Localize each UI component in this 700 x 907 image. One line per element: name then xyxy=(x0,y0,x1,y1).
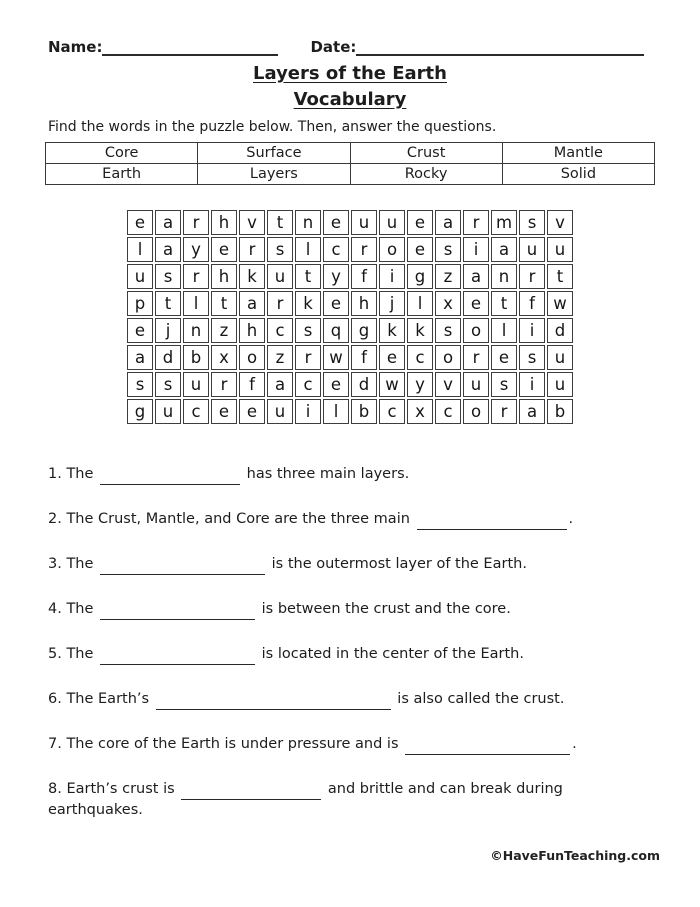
grid-letter-cell: f xyxy=(351,345,377,370)
answer-blank[interactable] xyxy=(100,561,265,575)
grid-letter-cell: c xyxy=(323,237,349,262)
grid-letter-cell: s xyxy=(435,237,461,262)
answer-blank[interactable] xyxy=(405,741,570,755)
grid-letter-cell: s xyxy=(519,210,545,235)
grid-letter-cell: w xyxy=(379,372,405,397)
grid-letter-cell: j xyxy=(155,318,181,343)
grid-letter-cell: c xyxy=(295,372,321,397)
word-bank-word: Surface xyxy=(198,143,350,164)
grid-letter-cell: c xyxy=(267,318,293,343)
grid-letter-cell: d xyxy=(547,318,573,343)
grid-letter-cell-row xyxy=(127,318,573,343)
grid-letter-cell: q xyxy=(323,318,349,343)
grid-letter-cell: f xyxy=(519,291,545,316)
grid-letter-cell: h xyxy=(239,318,265,343)
grid-letter-cell: k xyxy=(379,318,405,343)
grid-letter-cell: c xyxy=(183,399,209,424)
question-text: 6. The Earth’s xyxy=(48,691,154,707)
grid-letter-cell: a xyxy=(463,264,489,289)
grid-letter-cell: e xyxy=(379,345,405,370)
grid-letter-cell: u xyxy=(547,237,573,262)
question-line xyxy=(48,644,660,665)
grid-letter-cell: a xyxy=(155,237,181,262)
grid-letter-cell: s xyxy=(491,372,517,397)
question-text: . xyxy=(572,736,577,752)
grid-letter-cell: u xyxy=(183,372,209,397)
grid-letter-cell: u xyxy=(379,210,405,235)
question-text: 8. Earth’s crust is xyxy=(48,781,180,797)
grid-letter-cell: d xyxy=(155,345,181,370)
grid-letter-cell: a xyxy=(519,399,545,424)
grid-letter-cell: g xyxy=(127,399,153,424)
grid-letter-cell: l xyxy=(323,399,349,424)
grid-letter-cell: o xyxy=(463,318,489,343)
word-bank-word: Core xyxy=(46,143,198,164)
name-input-line[interactable] xyxy=(102,41,278,56)
grid-letter-cell: l xyxy=(407,291,433,316)
question-text: is also called the crust. xyxy=(392,691,565,707)
question-text: 1. The xyxy=(48,466,99,482)
grid-letter-cell-row xyxy=(127,291,573,316)
question-line xyxy=(48,779,660,821)
questions-section xyxy=(48,464,660,821)
grid-letter-cell: r xyxy=(183,210,209,235)
grid-letter-cell: i xyxy=(519,318,545,343)
question-text: and brittle and can break during xyxy=(323,781,563,797)
date-input-line[interactable] xyxy=(356,41,644,56)
page-title: Layers of the Earth xyxy=(253,63,447,84)
grid-letter-cell: g xyxy=(351,318,377,343)
word-bank-word-row xyxy=(46,164,655,185)
grid-letter-cell: u xyxy=(155,399,181,424)
grid-letter-cell: x xyxy=(407,399,433,424)
grid-letter-cell: e xyxy=(127,318,153,343)
grid-letter-cell-row xyxy=(127,237,573,262)
grid-letter-cell: m xyxy=(491,210,517,235)
word-bank-word: Crust xyxy=(350,143,502,164)
grid-letter-cell: z xyxy=(211,318,237,343)
grid-letter-cell: d xyxy=(351,372,377,397)
grid-letter-cell: e xyxy=(407,210,433,235)
grid-letter-cell: e xyxy=(239,399,265,424)
grid-letter-cell: u xyxy=(267,264,293,289)
answer-blank[interactable] xyxy=(100,471,240,485)
question-line xyxy=(48,509,660,530)
grid-letter-cell-row xyxy=(127,372,573,397)
grid-letter-cell: t xyxy=(491,291,517,316)
word-bank-word: Mantle xyxy=(502,143,654,164)
page-subtitle: Vocabulary xyxy=(293,89,407,110)
grid-letter-cell: f xyxy=(239,372,265,397)
grid-letter-cell: u xyxy=(463,372,489,397)
word-bank-word-row xyxy=(46,143,655,164)
grid-letter-cell: n xyxy=(295,210,321,235)
question-text: 2. The Crust, Mantle, and Core are the three main xyxy=(48,511,415,527)
grid-letter-cell: z xyxy=(435,264,461,289)
grid-letter-cell: y xyxy=(407,372,433,397)
grid-letter-cell: r xyxy=(519,264,545,289)
grid-letter-cell: e xyxy=(323,210,349,235)
answer-blank[interactable] xyxy=(156,696,391,710)
grid-letter-cell: b xyxy=(547,399,573,424)
question-text: 3. The xyxy=(48,556,99,572)
grid-letter-cell: l xyxy=(295,237,321,262)
grid-letter-cell: n xyxy=(183,318,209,343)
grid-letter-cell: s xyxy=(295,318,321,343)
grid-letter-cell: y xyxy=(323,264,349,289)
grid-letter-cell: r xyxy=(491,399,517,424)
grid-letter-cell: i xyxy=(379,264,405,289)
grid-letter-cell: r xyxy=(267,291,293,316)
grid-letter-cell: c xyxy=(379,399,405,424)
grid-letter-cell: e xyxy=(211,399,237,424)
grid-letter-cell: a xyxy=(127,345,153,370)
grid-letter-cell: s xyxy=(127,372,153,397)
question-line xyxy=(48,464,660,485)
question-line xyxy=(48,554,660,575)
grid-letter-cell: v xyxy=(435,372,461,397)
question-text: 7. The core of the Earth is under pressure and is xyxy=(48,736,404,752)
question-text: 4. The xyxy=(48,601,99,617)
name-date-row xyxy=(0,0,700,56)
grid-letter-cell: k xyxy=(295,291,321,316)
grid-letter-cell: s xyxy=(155,372,181,397)
grid-letter-cell: u xyxy=(519,237,545,262)
grid-letter-cell: x xyxy=(211,345,237,370)
grid-letter-cell: c xyxy=(407,345,433,370)
answer-blank[interactable] xyxy=(417,516,567,530)
question-text: 5. The xyxy=(48,646,99,662)
word-bank-word: Layers xyxy=(198,164,350,185)
grid-letter-cell: t xyxy=(295,264,321,289)
grid-letter-cell: e xyxy=(407,237,433,262)
grid-letter-cell: h xyxy=(211,210,237,235)
word-bank-table xyxy=(45,142,655,185)
grid-letter-cell: b xyxy=(183,345,209,370)
grid-letter-cell: f xyxy=(351,264,377,289)
grid-letter-cell: r xyxy=(463,345,489,370)
grid-letter-cell-row xyxy=(127,399,573,424)
grid-letter-cell: p xyxy=(127,291,153,316)
grid-letter-cell: l xyxy=(491,318,517,343)
grid-letter-cell: s xyxy=(519,345,545,370)
grid-letter-cell: a xyxy=(155,210,181,235)
grid-letter-cell: o xyxy=(463,399,489,424)
footer-credit: ©HaveFunTeaching.com xyxy=(490,848,660,863)
grid-letter-cell: u xyxy=(351,210,377,235)
answer-blank[interactable] xyxy=(181,786,321,800)
question-text: has three main layers. xyxy=(242,466,410,482)
question-line xyxy=(48,599,660,620)
grid-letter-cell: x xyxy=(435,291,461,316)
grid-letter-cell: e xyxy=(323,291,349,316)
grid-letter-cell: u xyxy=(547,372,573,397)
grid-letter-cell: t xyxy=(155,291,181,316)
grid-letter-cell: i xyxy=(519,372,545,397)
answer-blank[interactable] xyxy=(100,651,255,665)
grid-letter-cell: b xyxy=(351,399,377,424)
date-label: Date: xyxy=(310,38,357,56)
word-bank-word: Rocky xyxy=(350,164,502,185)
grid-letter-cell: s xyxy=(155,264,181,289)
grid-letter-cell: r xyxy=(351,237,377,262)
grid-letter-cell-row xyxy=(127,264,573,289)
grid-letter-cell: e xyxy=(463,291,489,316)
question-text: is between the crust and the core. xyxy=(257,601,511,617)
grid-letter-cell: o xyxy=(239,345,265,370)
grid-letter-cell: v xyxy=(547,210,573,235)
grid-letter-cell: e xyxy=(323,372,349,397)
grid-letter-cell: r xyxy=(463,210,489,235)
grid-letter-cell: w xyxy=(323,345,349,370)
grid-letter-cell: s xyxy=(435,318,461,343)
grid-letter-cell: t xyxy=(267,210,293,235)
grid-letter-cell: y xyxy=(183,237,209,262)
grid-letter-cell: r xyxy=(239,237,265,262)
grid-letter-cell: o xyxy=(435,345,461,370)
word-search-grid xyxy=(125,208,575,426)
grid-letter-cell: h xyxy=(351,291,377,316)
grid-letter-cell: w xyxy=(547,291,573,316)
question-text: . xyxy=(568,511,574,527)
question-text: earthquakes. xyxy=(48,802,143,818)
grid-letter-cell: i xyxy=(463,237,489,262)
grid-letter-cell: u xyxy=(547,345,573,370)
word-bank-word: Solid xyxy=(502,164,654,185)
grid-letter-cell-row xyxy=(127,345,573,370)
grid-letter-cell: e xyxy=(491,345,517,370)
answer-blank[interactable] xyxy=(100,606,255,620)
grid-letter-cell: r xyxy=(295,345,321,370)
grid-letter-cell: k xyxy=(239,264,265,289)
grid-letter-cell: a xyxy=(491,237,517,262)
grid-letter-cell: a xyxy=(239,291,265,316)
grid-letter-cell-row xyxy=(127,210,573,235)
grid-letter-cell: l xyxy=(127,237,153,262)
grid-letter-cell: g xyxy=(407,264,433,289)
grid-letter-cell: l xyxy=(183,291,209,316)
grid-letter-cell: h xyxy=(211,264,237,289)
grid-letter-cell: a xyxy=(267,372,293,397)
grid-letter-cell: a xyxy=(435,210,461,235)
grid-letter-cell: e xyxy=(127,210,153,235)
grid-letter-cell: u xyxy=(127,264,153,289)
grid-letter-cell: z xyxy=(267,345,293,370)
instruction-text: Find the words in the puzzle below. Then, answer the questions. xyxy=(48,119,497,135)
grid-letter-cell: k xyxy=(407,318,433,343)
question-line xyxy=(48,734,660,755)
grid-letter-cell: o xyxy=(379,237,405,262)
name-label: Name: xyxy=(48,38,103,56)
grid-letter-cell: t xyxy=(547,264,573,289)
grid-letter-cell: j xyxy=(379,291,405,316)
question-line xyxy=(48,689,660,710)
grid-letter-cell: t xyxy=(211,291,237,316)
grid-letter-cell: r xyxy=(211,372,237,397)
word-bank-word: Earth xyxy=(46,164,198,185)
grid-letter-cell: e xyxy=(211,237,237,262)
grid-letter-cell: r xyxy=(183,264,209,289)
question-text: is the outermost layer of the Earth. xyxy=(267,556,527,572)
grid-letter-cell: u xyxy=(267,399,293,424)
question-text: is located in the center of the Earth. xyxy=(257,646,524,662)
grid-letter-cell: n xyxy=(491,264,517,289)
grid-letter-cell: c xyxy=(435,399,461,424)
grid-letter-cell: s xyxy=(267,237,293,262)
grid-letter-cell: i xyxy=(295,399,321,424)
grid-letter-cell: v xyxy=(239,210,265,235)
